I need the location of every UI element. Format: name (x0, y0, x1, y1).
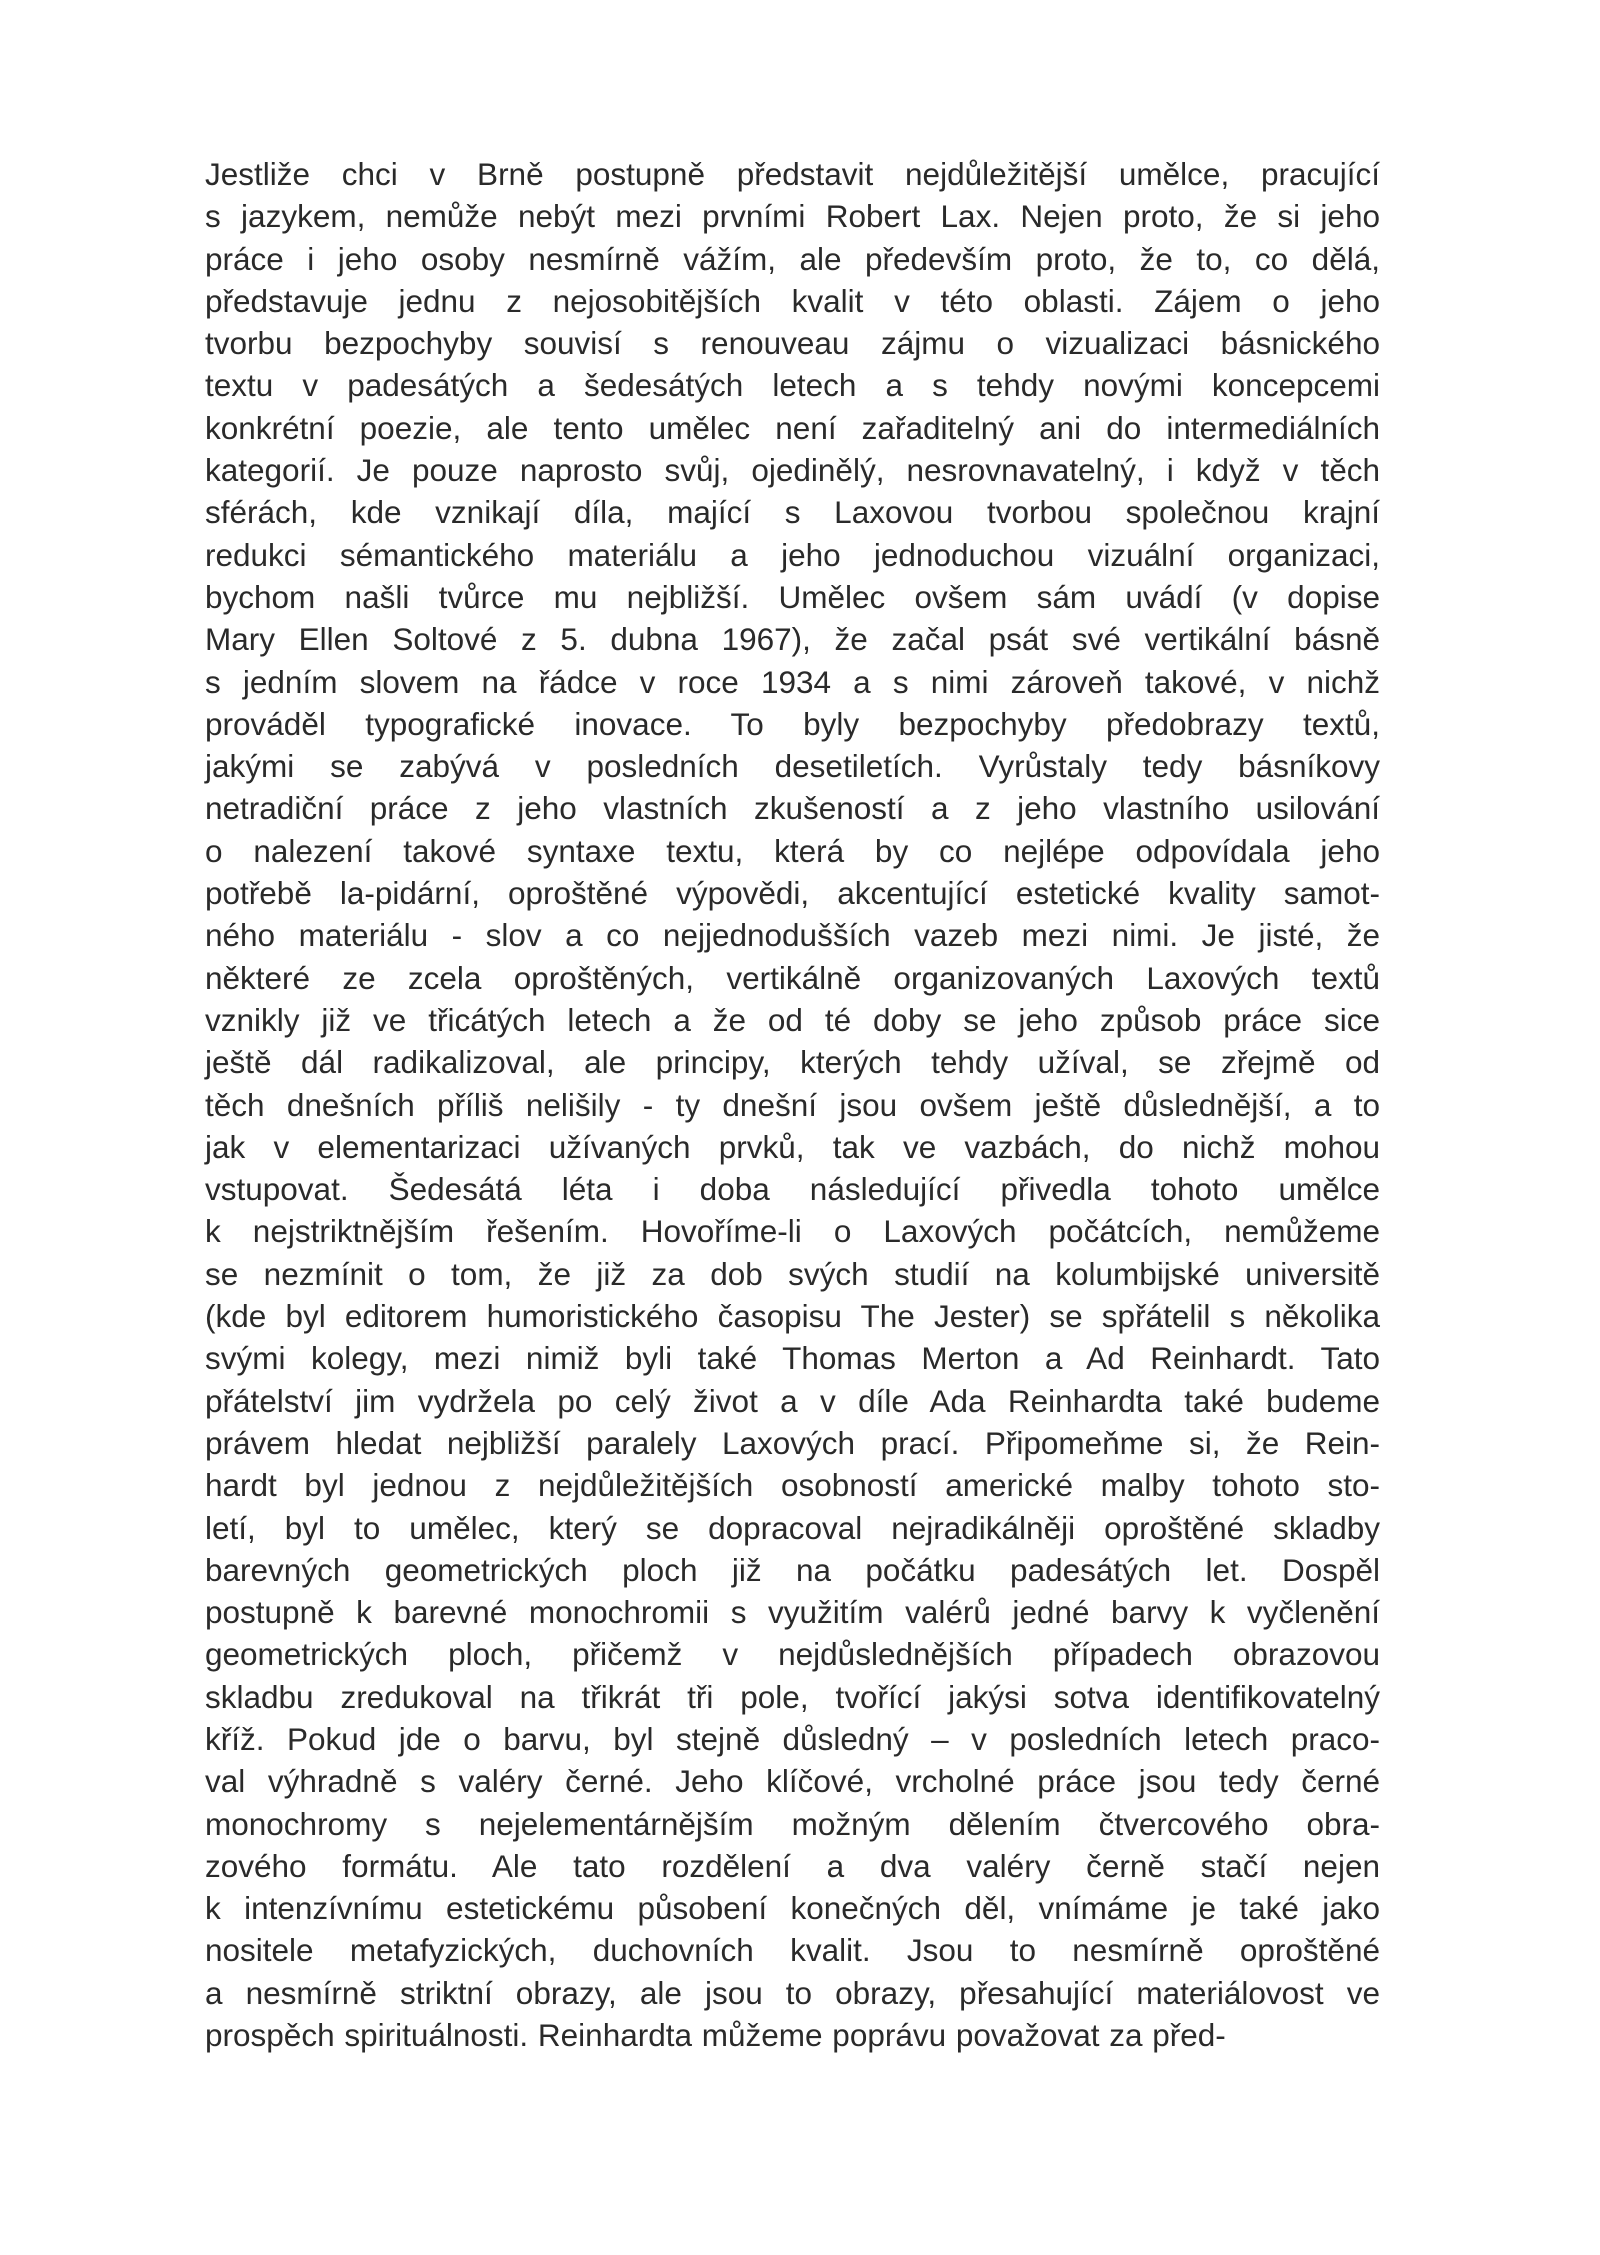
text-line: kategorií. Je pouze naprosto svůj, ojedinělý, nesrovnavatelný, i když v těch (205, 452, 1380, 489)
text-line: val výhradně s valéry černé. Jeho klíčové, vrcholné práce jsou tedy černé (205, 1763, 1380, 1800)
text-line: k intenzívnímu estetickému působení konečných děl, vnímáme je také jako (205, 1890, 1380, 1927)
text-line: barevných geometrických ploch již na počátku padesátých let. Dospěl (205, 1551, 1380, 1588)
text-line: prováděl typografické inovace. To byly bezpochyby předobrazy textů, (205, 705, 1380, 742)
body-text (205, 153, 1380, 2056)
text-line: Jestliže chci v Brně postupně představit nejdůležitější umělce, pracující (205, 156, 1380, 192)
text-line: s jedním slovem na řádce v roce 1934 a s nimi zároveň takové, v nichž (205, 663, 1380, 700)
text-line: jakými se zabývá v posledních desetiletích. Vyrůstaly tedy básníkovy (205, 748, 1380, 785)
text-line: monochromy s nejelementárnějším možným dělením čtvercového obra- (205, 1805, 1380, 1842)
text-line: vznikly již ve třicátých letech a že od té doby se jeho způsob práce sice (205, 1001, 1380, 1038)
text-line: svými kolegy, mezi nimiž byli také Thomas Merton a Ad Reinhardt. Tato (205, 1340, 1380, 1377)
text-line: vstupovat. Šedesátá léta i doba následující přivedla tohoto umělce (205, 1171, 1380, 1208)
text-line: přátelství jim vydržela po celý život a v díle Ada Reinhardta také budeme (205, 1382, 1380, 1419)
text-line: těch dnešních příliš nelišily - ty dnešní jsou ovšem ještě důslednější, a to (205, 1086, 1380, 1123)
text-line: redukci sémantického materiálu a jeho jednoduchou vizuální organizaci, (205, 536, 1380, 573)
text-line: postupně k barevné monochromii s využitím valérů jedné barvy k vyčlenění (205, 1594, 1380, 1631)
text-line: ného materiálu - slov a co nejjednodušších vazeb mezi nimi. Je jisté, že (205, 917, 1380, 954)
text-line: geometrických ploch, přičemž v nejdůslednějších případech obrazovou (205, 1636, 1380, 1673)
text-line: Mary Ellen Soltové z 5. dubna 1967), že začal psát své vertikální básně (205, 621, 1380, 658)
text-line: ještě dál radikalizoval, ale principy, kterých tehdy užíval, se zřejmě od (205, 1044, 1380, 1081)
text-line: k nejstriktnějším řešením. Hovoříme-li o Laxových počátcích, nemůžeme (205, 1213, 1380, 1250)
text-line: jak v elementarizaci užívaných prvků, tak ve vazbách, do nichž mohou (205, 1128, 1380, 1165)
text-line: bychom našli tvůrce mu nejbližší. Umělec ovšem sám uvádí (v dopise (205, 578, 1380, 615)
text-line: zového formátu. Ale tato rozdělení a dva valéry černě stačí nejen (205, 1847, 1380, 1884)
text-line: tvorbu bezpochyby souvisí s renouveau zájmu o vizualizaci básnického (205, 325, 1380, 362)
text-line: některé ze zcela oproštěných, vertikálně organizovaných Laxových textů (205, 959, 1380, 996)
text-line: netradiční práce z jeho vlastních zkušeností a z jeho vlastního usilování (205, 790, 1380, 827)
text-line: práce i jeho osoby nesmírně vážím, ale především proto, že to, co dělá, (205, 240, 1380, 277)
text-line: textu v padesátých a šedesátých letech a s tehdy novými koncepcemi (205, 367, 1380, 404)
text-line: skladbu zredukoval na třikrát tři pole, tvořící jakýsi sotva identifikovatelný (205, 1678, 1380, 1715)
text-line: právem hledat nejbližší paralely Laxových prací. Připomeňme si, že Rein- (205, 1424, 1380, 1461)
text-line: prospěch spirituálnosti. Reinhardta můžeme poprávu považovat za před- (205, 2017, 1226, 2054)
text-line: (kde byl editorem humoristického časopisu The Jester) se spřátelil s několika (205, 1298, 1380, 1335)
text-line: letí, byl to umělec, který se dopracoval nejradikálněji oproštěné skladby (205, 1509, 1380, 1546)
text-line: potřebě la-pidární, oproštěné výpovědi, akcentující estetické kvality samot- (205, 875, 1380, 912)
text-line: představuje jednu z nejosobitějších kvalit v této oblasti. Zájem o jeho (205, 282, 1380, 319)
text-line: a nesmírně striktní obrazy, ale jsou to obrazy, přesahující materiálovost ve (205, 1974, 1380, 2011)
text-line: o nalezení takové syntaxe textu, která by co nejlépe odpovídala jeho (205, 832, 1380, 869)
text-line: s jazykem, nemůže nebýt mezi prvními Robert Lax. Nejen proto, že si jeho (205, 198, 1380, 235)
text-line: konkrétní poezie, ale tento umělec není zařaditelný ani do intermediálních (205, 409, 1380, 446)
text-line: se nezmínit o tom, že již za dob svých studií na kolumbijské universitě (205, 1255, 1380, 1292)
text-line: hardt byl jednou z nejdůležitějších osobností americké malby tohoto sto- (205, 1467, 1380, 1504)
text-line: kříž. Pokud jde o barvu, byl stejně důsledný – v posledních letech praco- (205, 1720, 1380, 1757)
text-line: sférách, kde vznikají díla, mající s Laxovou tvorbou společnou krajní (205, 494, 1380, 531)
text-line: nositele metafyzických, duchovních kvalit. Jsou to nesmírně oproštěné (205, 1932, 1380, 1969)
